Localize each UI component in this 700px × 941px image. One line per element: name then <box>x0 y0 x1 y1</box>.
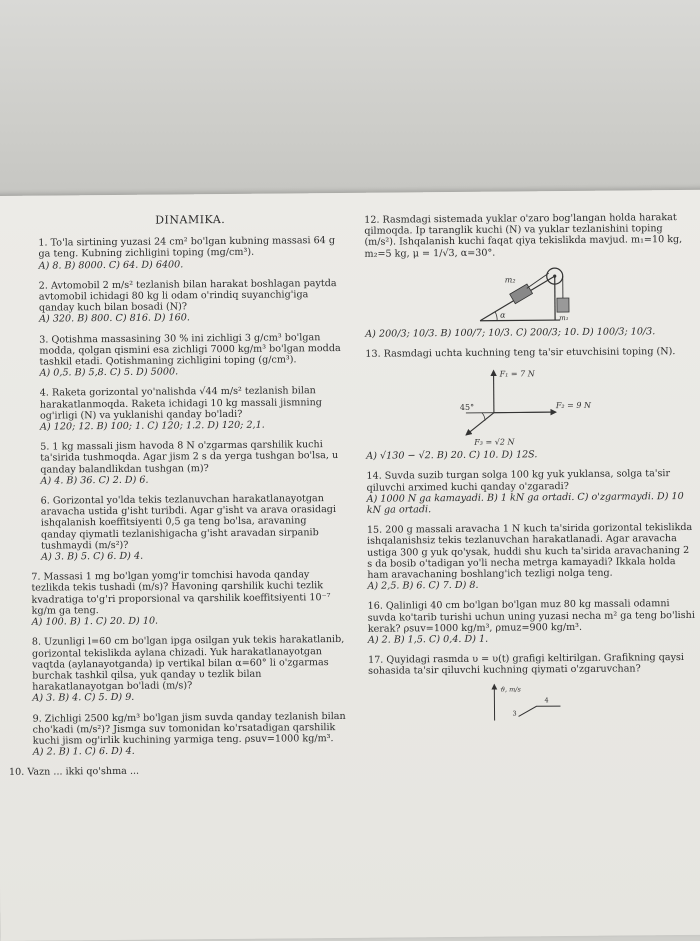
problem-text: 9. Zichligi 2500 kg/m³ bo'lgan jism suvda qanday tezlanish bilan cho'kadi (m/s²)? Jismga suv tomonidan ko'rsatadigan qarshilik kuchi jism og'irlik kuchining yarmiga teng. ρsuv=1000 kg/m³. <box>33 710 347 746</box>
problem-text: 17. Quyidagi rasmda υ = υ(t) grafigi keltirilgan. Grafikning qaysi sohasida ta'sir qiluvchi kuchning qiymati o'zgaruvchan? <box>368 652 696 677</box>
problem-text: 12. Rasmdagi sistemada yuklar o'zaro bog'langan holda harakat qilmoqda. Ip taranglik kuchi (N) va yuklar tezlanishini toping (m/s²). Ishqalanish kuchi faqat qiya tekislikda mavjud. m₁=10 kg, m₂=5 kg, μ = 1/√3, α=30°. <box>364 212 692 260</box>
problem-15 <box>367 522 696 592</box>
answer-options: A) 2,5. B) 6. C) 7. D) 8. <box>367 578 695 592</box>
problem-2 <box>39 278 343 325</box>
answer-options: A) 8. B) 8000. C) 64. D) 6400. <box>39 258 343 272</box>
f2-label: F₂ = 9 N <box>555 401 592 410</box>
problem-text: 10. Vazn ... ikki qo'shma ... <box>9 764 347 778</box>
left-column <box>38 213 347 787</box>
answer-options: A) 120; 12. B) 100; 1. C) 120; 1.2. D) 120; 2,1. <box>40 419 344 433</box>
pulley-axle <box>553 274 556 277</box>
problem-13 <box>365 346 694 462</box>
v-axis-label: ϑ, m/s <box>500 685 521 693</box>
block-m1 <box>557 298 569 312</box>
answer-options: A) 320. B) 800. C) 816. D) 160. <box>39 311 343 325</box>
problem-8 <box>32 634 347 704</box>
problem-1 <box>38 235 342 271</box>
worksheet-page <box>0 190 700 941</box>
problem-14 <box>366 468 694 516</box>
problem-text: 6. Gorizontal yo'lda tekis tezlanuvchan harakatlanayotgan aravacha ustida g'isht turibdi. Agar g'isht va arava orasidagi ishqalanish koeffitsiyenti 0,5 ga teng bo'lsa, aravaning qanday qiymatli tezlanishigacha g'isht aravadan sirpanib tushmaydi (m/s²)? <box>41 493 345 552</box>
problem-text: 14. Suvda suzib turgan solga 100 kg yuk yuklansa, solga ta'sir qiluvchi arximed kuchi qanday o'zgaradi? <box>366 468 694 493</box>
f3-label: F₃ = √2 N <box>473 438 515 447</box>
ground-line <box>480 320 560 321</box>
answer-options: A) 2. B) 1,5. C) 0,4. D) 1. <box>368 632 696 646</box>
m2-label: m₂ <box>505 275 516 284</box>
right-column <box>364 212 696 731</box>
problem-5 <box>40 439 344 486</box>
m1-label: m₁ <box>559 314 569 322</box>
angle-arc <box>495 311 497 320</box>
f2-arrow <box>494 412 556 413</box>
force-diagram-figure <box>365 361 666 448</box>
alpha-label: α <box>500 310 506 319</box>
problem-text: 4. Raketa gorizontal yo'nalishda √44 m/s² tezlanish bilan harakatlanmoqda. Raketa ichidagi 10 kg massali jismning og'irligi (N) va yuklanishi qanday bo'ladi? <box>40 385 344 421</box>
problem-3 <box>39 332 343 379</box>
problem-9 <box>33 710 347 758</box>
problem-7 <box>31 569 345 628</box>
problem-text: 3. Qotishma massasining 30 % ini zichligi 3 g/cm³ bo'lgan modda, qolgan qismini esa zichligi 7000 kg/m³ bo'lgan modda tashkil etadi. Qotishmaning zichligini toping (g/cm³). <box>39 332 343 368</box>
graph-line <box>518 706 560 716</box>
answer-options: A) 2. B) 1. C) 6. D) 4. <box>33 744 347 758</box>
answer-options: A) 3. B) 4. C) 5. D) 9. <box>32 690 346 704</box>
inclined-plane-figure <box>365 261 666 326</box>
problem-10-partial <box>9 764 347 778</box>
problem-text: 2. Avtomobil 2 m/s² tezlanish bilan harakat boshlagan paytda avtomobil ichidagi 80 kg li odam o'rindiq suyanchig'iga qanday kuch bilan bosadi (N)? <box>39 278 343 314</box>
answer-options: A) √130 − √2. B) 20. C) 10. D) 12S. <box>366 448 694 462</box>
problem-text: 15. 200 g massali aravacha 1 N kuch ta'sirida gorizontal tekislikda ishqalanishsiz tekis tezlanuvchan harakatlanadi. Agar aravacha ustiga 300 g yuk qo'ysak, huddi shu kuch ta'sirida aravachaning 2 s da bosib o'tadigan yo'li necha metrga kamayadi? Ikkala holda ham aravachaning boshlang'ich tezligi nolga teng. <box>367 522 695 581</box>
problem-17 <box>368 652 697 721</box>
problem-4 <box>40 385 344 432</box>
problem-6 <box>41 493 346 563</box>
answer-options: A) 100. B) 1. C) 20. D) 10. <box>32 614 346 628</box>
answer-options: A) 0,5. B) 5,8. C) 5. D) 5000. <box>40 365 344 379</box>
angle-label: 45° <box>460 403 474 412</box>
tick-4: 4 <box>544 696 548 704</box>
problem-text: 1. To'la sirtining yuzasi 24 cm² bo'lgan kubning massasi 64 g ga teng. Kubning zichligini toping (mg/cm³). <box>38 235 342 260</box>
answer-options: A) 3. B) 5. C) 6. D) 4. <box>41 549 345 563</box>
problem-text: 16. Qalinligi 40 cm bo'lgan bo'lgan muz 80 kg massali odamni suvda ko'tarib turishi uchun uning yuzasi necha m² ga teng bo'lishi kerak? ρsuv=1000 kg/m³, ρmuz=900 kg/m³. <box>368 598 696 634</box>
problem-16 <box>368 598 696 646</box>
problem-text: 13. Rasmdagi uchta kuchning teng ta'sir etuvchisini toping (N). <box>365 346 693 360</box>
answer-options: A) 200/3; 10/3. B) 100/7; 10/3. C) 200/3; 10. D) 100/3; 10/3. <box>365 326 693 340</box>
problem-text: 8. Uzunligi l=60 cm bo'lgan ipga osilgan yuk tekis harakatlanib, gorizontal tekislikda aylana chizadi. Yuk harakatlanayotgan vaqtda (aylanayotganda) ip vertikal bilan α=60° li o'zgarmas burchak tashkil qilsa, yuk qanday υ tezlik bilan harakatlanayotgan bo'ladi (m/s)? <box>32 634 346 693</box>
problem-text: 7. Massasi 1 mg bo'lgan yomg'ir tomchisi havoda qanday tezlikda tekis tushadi (m/s)? Havoning qarshilik kuchi tezlik kvadratiga to'g'ri proporsional va qarshilik koeffitsiyenti 10⁻⁷ kg/m ga teng. <box>31 569 345 617</box>
tick-3: 3 <box>512 709 516 717</box>
f1-label: F₁ = 7 N <box>499 369 536 378</box>
problem-text: 5. 1 kg massali jism havoda 8 N o'zgarmas qarshilik kuchi ta'sirida tushmoqda. Agar jism 2 s da yerga tushgan bo'lsa, u qanday balandlikdan tushgan (m)? <box>40 439 344 475</box>
f3-arrow <box>466 413 494 435</box>
velocity-graph-figure <box>368 679 668 722</box>
page-heading: DINAMIKA. <box>38 213 342 227</box>
table-surface <box>0 0 700 215</box>
answer-options: A) 1000 N ga kamayadi. B) 1 kN ga ortadi. C) o'zgarmaydi. D) 10 kN ga ortadi. <box>367 491 695 516</box>
problem-12 <box>364 212 693 340</box>
answer-options: A) 4. B) 36. C) 2. D) 6. <box>40 473 344 487</box>
